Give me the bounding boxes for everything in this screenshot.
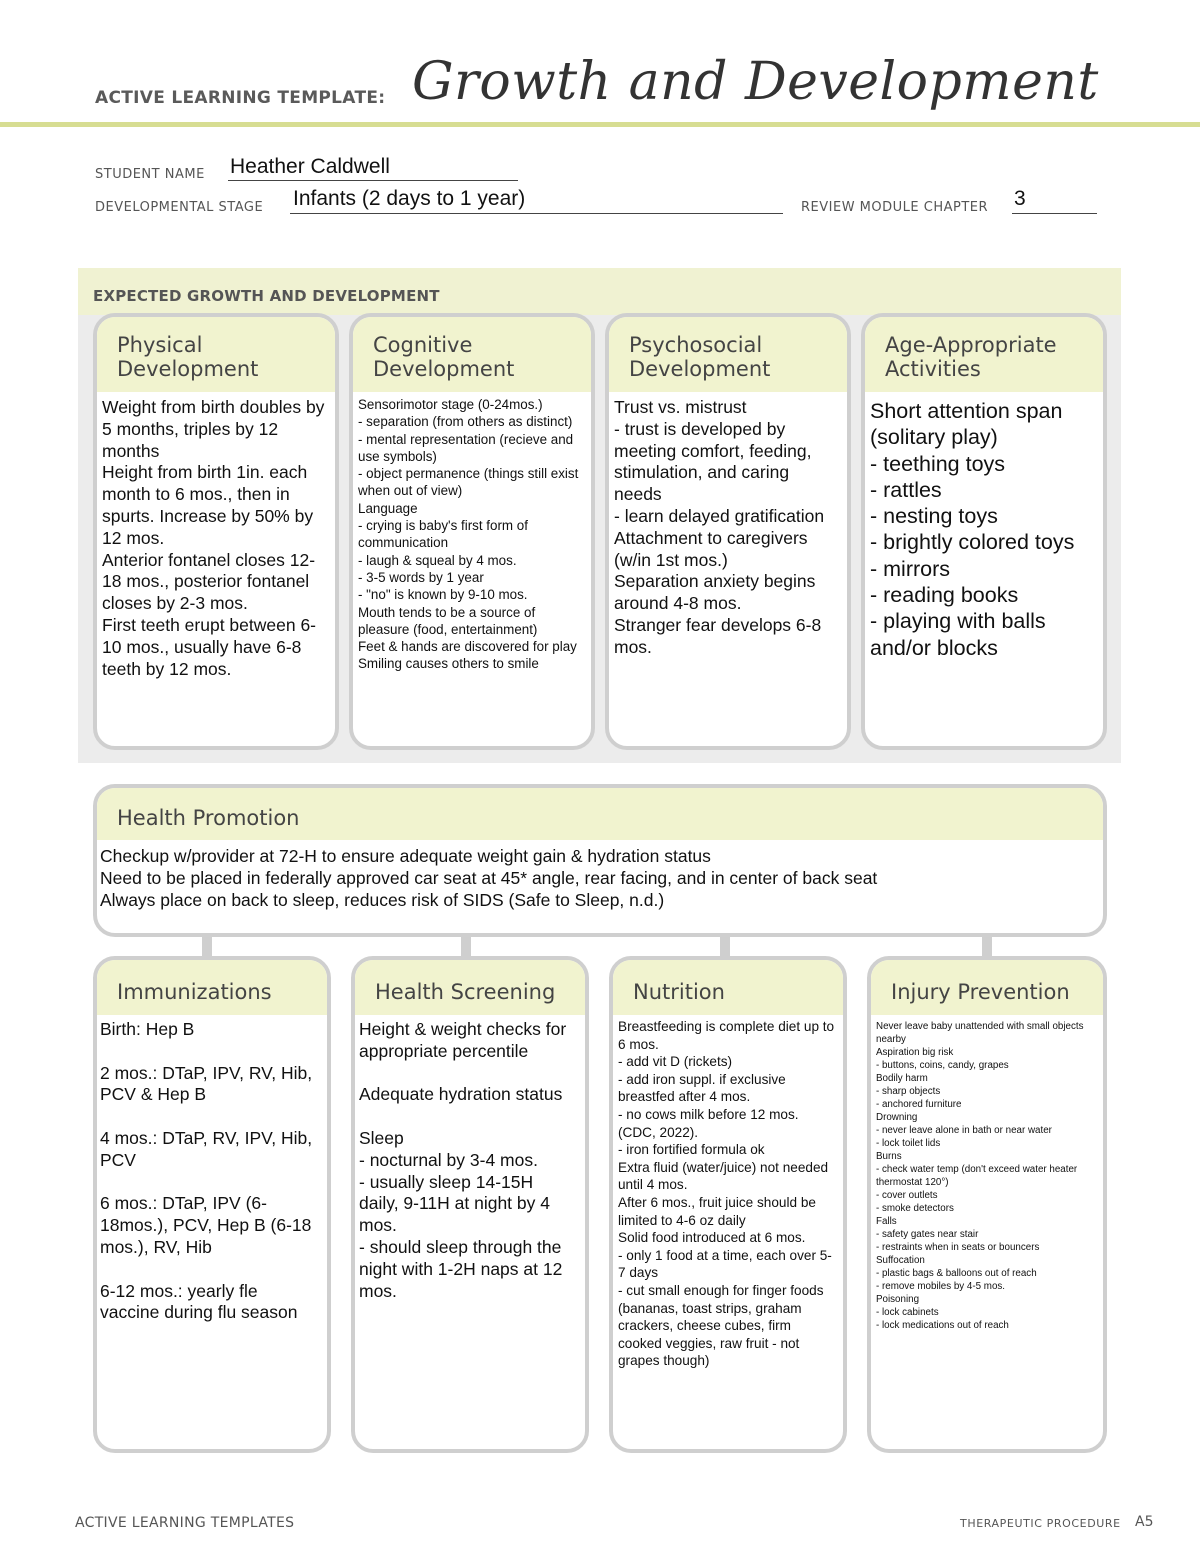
connector: [461, 936, 471, 958]
footer-templates-label: ACTIVE LEARNING TEMPLATES: [75, 1515, 295, 1531]
physical-development-title: Physical Development: [117, 333, 259, 381]
page-title: Growth and Development: [412, 52, 1099, 112]
nutrition-title: Nutrition: [633, 980, 725, 1004]
age-appropriate-activities-title: Age-Appropriate Activities: [885, 333, 1057, 381]
student-name-label: STUDENT NAME: [95, 167, 205, 182]
review-chapter-field[interactable]: [1012, 189, 1097, 214]
health-promotion-title: Health Promotion: [117, 806, 300, 830]
health-screening-title: Health Screening: [375, 980, 556, 1004]
health-screening-text[interactable]: Height & weight checks for appropriate percentile Adequate hydration status Sleep - nocturnal by 3-4 mos. - usually sleep 14-15H daily, 9-11H at night by 4 mos. - should sleep through the night with 1-2H naps at 12 mos.: [359, 1019, 567, 1301]
review-chapter-value: 3: [1014, 187, 1026, 210]
review-chapter-label: REVIEW MODULE CHAPTER: [801, 200, 989, 215]
physical-development-card: [93, 313, 339, 750]
age-appropriate-activities-card: [861, 313, 1107, 750]
developmental-stage-label: DEVELOPMENTAL STAGE: [95, 200, 264, 215]
connector: [202, 936, 212, 958]
health-promotion-card: [93, 784, 1107, 937]
health-promotion-text[interactable]: Checkup w/provider at 72-H to ensure adequate weight gain & hydration status Need to be placed in federally approved car seat at 45* angle, rear facing, and in center of back seat Always place on back to sleep, reduces risk of SIDS (Safe to Sleep, n.d.): [100, 846, 878, 910]
cognitive-development-card: [349, 313, 595, 750]
developmental-stage-value: Infants (2 days to 1 year): [293, 187, 526, 210]
student-name-field[interactable]: [228, 157, 518, 181]
header-divider: [0, 122, 1200, 127]
template-label: ACTIVE LEARNING TEMPLATE:: [95, 88, 386, 108]
nutrition-text[interactable]: Breastfeeding is complete diet up to 6 mos. - add vit D (rickets) - add iron suppl. if exclusive breastfed after 4 mos. - no cows milk before 12 mos. (CDC, 2022). - iron fortified formula ok Extra fluid (water/juice) not needed until 4 mos. After 6 mos., fruit juice should be limited to 4-6 oz daily Solid food introduced at 6 mos. - only 1 food at a time, each over 5-7 days - cut small enough for finger foods (bananas, toast strips, graham crackers, cheese cubes, firm cooked veggies, raw fruit - not grapes though): [618, 1019, 835, 1369]
connector: [720, 936, 730, 958]
immunizations-title: Immunizations: [117, 980, 272, 1004]
injury-prevention-card: [867, 956, 1107, 1453]
psychosocial-development-text[interactable]: Trust vs. mistrust - trust is developed by meeting comfort, feeding, stimulation, and caring needs - learn delayed gratification Attachment to caregivers (w/in 1st mos.) Separation anxiety begins around 4-8 mos. Stranger fear develops 6-8 mos.: [614, 397, 825, 657]
psychosocial-development-title: Psychosocial Development: [629, 333, 771, 381]
nutrition-card: [609, 956, 847, 1453]
injury-prevention-title: Injury Prevention: [891, 980, 1070, 1004]
footer-section-label: THERAPEUTIC PROCEDURE: [960, 1517, 1121, 1530]
developmental-stage-field[interactable]: [290, 189, 783, 214]
injury-prevention-text[interactable]: Never leave baby unattended with small objects nearby Aspiration big risk - buttons, coins, candy, grapes Bodily harm - sharp objects - anchored furniture Drowning - never leave alone in bath or near water - lock toilet lids Burns - check water temp (don't exceed water heater thermostat 120°) - cover outlets - smoke detectors Falls - safety gates near stair - restraints when in seats or bouncers Suffocation - plastic bags & balloons out of reach - remove mobiles by 4-5 mos. Poisoning - lock cabinets - lock medications out of reach: [876, 1021, 1084, 1331]
cognitive-development-text[interactable]: Sensorimotor stage (0-24mos.) - separation (from others as distinct) - mental representation (recieve and use symbols) - object permanence (things still exist when out of view) Language - crying is baby's first form of communication - laugh & squeal by 4 mos. - 3-5 words by 1 year - "no" is known by 9-10 mos. Mouth tends to be a source of pleasure (food, entertainment) Feet & hands are discovered for play Smiling causes others to smile: [358, 397, 579, 672]
age-appropriate-activities-text[interactable]: Short attention span (solitary play) - teething toys - rattles - nesting toys - brightly colored toys - mirrors - reading books - playing with balls and/or blocks: [870, 399, 1075, 660]
page-number: A5: [1135, 1514, 1154, 1530]
cognitive-development-title: Cognitive Development: [373, 333, 515, 381]
immunizations-card: [93, 956, 331, 1453]
psychosocial-development-card: [605, 313, 851, 750]
connector: [982, 936, 992, 958]
expected-growth-title: EXPECTED GROWTH AND DEVELOPMENT: [93, 287, 440, 305]
immunizations-text[interactable]: Birth: Hep B 2 mos.: DTaP, IPV, RV, Hib, PCV & Hep B 4 mos.: DTaP, RV, IPV, Hib, PCV 6 mos.: DTaP, IPV (6-18mos.), PCV, Hep B (6-18 mos.), RV, Hib 6-12 mos.: yearly fle vaccine during flu season: [100, 1019, 313, 1323]
health-screening-card: [351, 956, 589, 1453]
physical-development-text[interactable]: Weight from birth doubles by 5 months, triples by 12 months Height from birth 1in. each month to 6 mos., then in spurts. Increase by 50% by 12 mos. Anterior fontanel closes 12-18 mos., posterior fontanel closes by 2-3 mos. First teeth erupt between 6-10 mos., usually have 6-8 teeth by 12 mos.: [102, 397, 325, 679]
student-name-value: Heather Caldwell: [230, 155, 390, 178]
